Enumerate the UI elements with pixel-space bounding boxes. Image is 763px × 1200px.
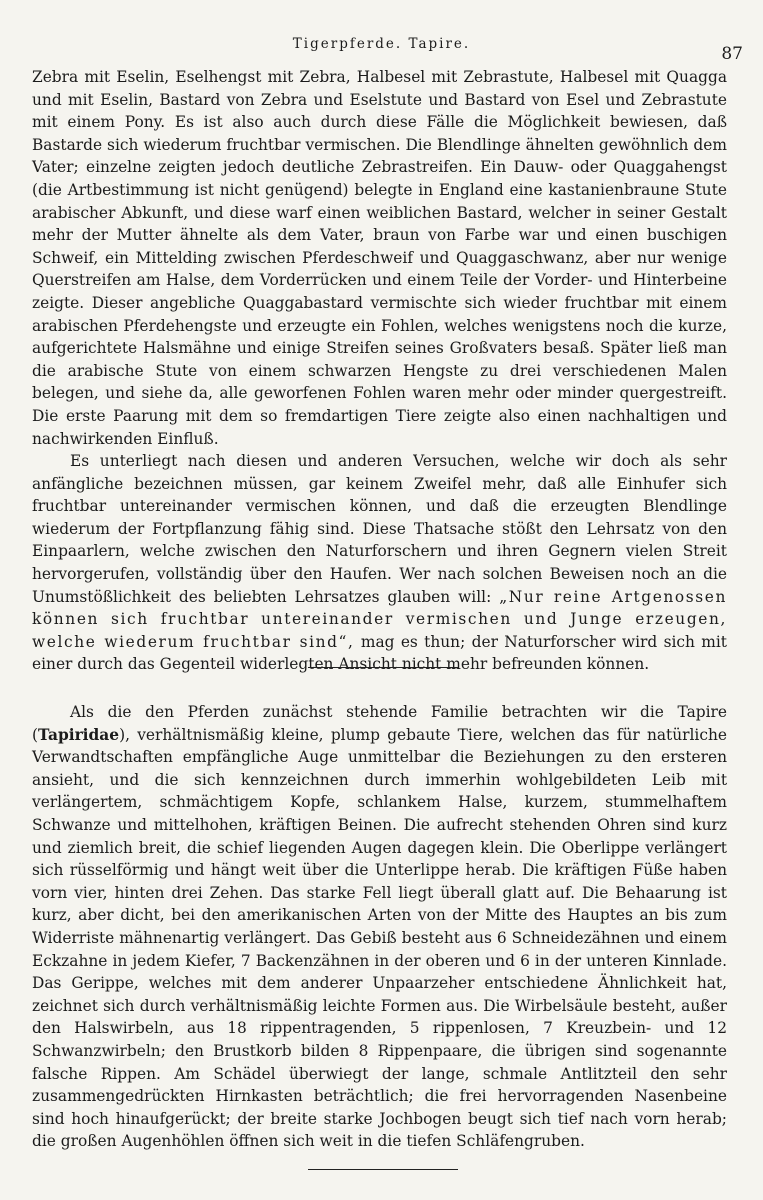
paragraph-2-text: Es unterliegt nach diesen und anderen Versuchen, welche wir doch als sehr anfängliche bezeichnen müssen, gar keinem Zweifel mehr, daß alle Einhufer sich fruchtbar untereinander vermischen können, und daß die erzeugten Blendlinge wiederum der Fortpflanzung fähig sind. Diese Thatsache stößt den Lehrsatz von den Einpaarlern, welche zwischen den Naturforschern und ihren Gegnern vielen Streit hervorgerufen, vollständig über den Haufen. Wer nach solchen Beweisen noch an die Unumstößlichkeit des beliebten Lehrsatzes glauben will: (32, 452, 727, 606)
text-block-upper (32, 66, 727, 676)
running-head: Tigerpferde. Tapire. (292, 36, 471, 52)
paragraph-2-end: mag es thun; der Naturforscher wird sich mit einer durch das Gegenteil widerlegten Ansicht nicht mehr befreunden können. (32, 632, 727, 674)
latin-family-name: Tapiridae (38, 725, 120, 744)
section-divider-lower (308, 1169, 458, 1170)
section-divider-upper (308, 667, 458, 668)
paragraph-3 (32, 701, 727, 1153)
paragraph-2 (32, 450, 727, 676)
page-number: 87 (721, 44, 743, 64)
paragraph-1: Zebra mit Eselin, Eselhengst mit Zebra, Halbesel mit Zebrastute, Halbesel mit Quagga und mit Eselin, Bastard von Zebra und Eselstute und Bastard von Esel und Zebrastute mit einem Pony. Es ist also auch durch diese Fälle die Möglichkeit bewiesen, daß Bastarde sich wiederum fruchtbar vermischen. Die Blendlinge ähnelten gewöhnlich dem Vater; einzelne zeigten jedoch deutliche Zebrastreifen. Ein Dauw- oder Quaggahengst (die Artbestimmung ist nicht genügend) belegte in England eine kastanienbraune Stute arabischer Abkunft, und diese warf einen weiblichen Bastard, welcher in seiner Gestalt mehr der Mutter ähnelte als dem Vater, braun von Farbe war und einen buschigen Schweif, ein Mittelding zwischen Pferdeschweif und Quaggaschwanz, aber nur wenige Querstreifen am Halse, dem Vorderrücken und einem Teile der Vorder- und Hinterbeine zeigte. Dieser angebliche Quaggabastard vermischte sich wieder fruchtbar mit einem arabischen Pferdehengste und erzeugte ein Fohlen, welches wenigstens noch die kurze, aufgerichtete Halsmähne und einige Streifen seines Großvaters besaß. Später ließ man die arabische Stute von einem schwarzen Hengste zu drei verschiedenen Malen belegen, und siehe da, alle geworfenen Fohlen waren mehr oder minder quergestreift. Die erste Paarung mit dem so fremdartigen Tiere zeigte also einen nachhaltigen und nachwirkenden Einfluß. (32, 68, 727, 448)
quoted-doctrine: „Nur reine Artgenossen können sich fruchtbar untereinander vermischen und Junge erzeugen, welche wiederum fruchtbar sind“, (32, 587, 727, 651)
paragraph-3-text: ), verhältnismäßig kleine, plump gebaute Tiere, welchen das für natürliche Verwandtschaften empfängliche Auge unmittelbar die Beziehungen zu den ersteren ansieht, und die sich kennzeichnen durch immerhin wohlgebildeten Leib mit verlängertem, schmächtigem Kopfe, schlankem Halse, kurzem, stummelhaftem Schwanze und mittelhohen, kräftigen Beinen. Die aufrecht stehenden Ohren sind kurz und ziemlich breit, die schief liegenden Augen dagegen klein. Die Oberlippe verlängert sich rüsselförmig und hängt weit über die Unterlippe herab. Die kräftigen Füße haben vorn vier, hinten drei Zehen. Das starke Fell liegt überall glatt auf. Die Behaarung ist kurz, aber dicht, bei den amerikanischen Arten von der Mitte des Hauptes an bis zum Widerriste mähnenartig verlängert. Das Gebiß besteht aus 6 Schneidezähnen und einem Eckzahne in jedem Kiefer, 7 Backenzähnen in der oberen und 6 in der unteren Kinnlade. Das Gerippe, welches mit dem anderer Unpaarzeher entschiedene Ähnlichkeit hat, zeichnet sich durch verhältnismäßig leichte Formen aus. Die Wirbelsäule besteht, außer den Halswirbeln, aus 18 rippentragenden, 5 rippenlosen, 7 Kreuzbein- und 12 Schwanzwirbeln; den Brustkorb bilden 8 Rippenpaare, die übrigen sind sogenannte falsche Rippen. Am Schädel überwiegt der lange, schmale Antlitzteil den sehr zusammengedrückten Hirnkasten beträchtlich; die frei hervorragenden Nasenbeine sind hoch hinaufgerückt; der breite starke Jochbogen beugt sich tief nach vorn herab; die großen Augenhöhlen öffnen sich weit in die tiefen Schläfengruben. (32, 725, 727, 1151)
text-block-lower (32, 701, 727, 1153)
paragraph-3-start: Als die den Pferden zunächst stehende Familie betrachten wir die Tapire ( (32, 703, 727, 744)
